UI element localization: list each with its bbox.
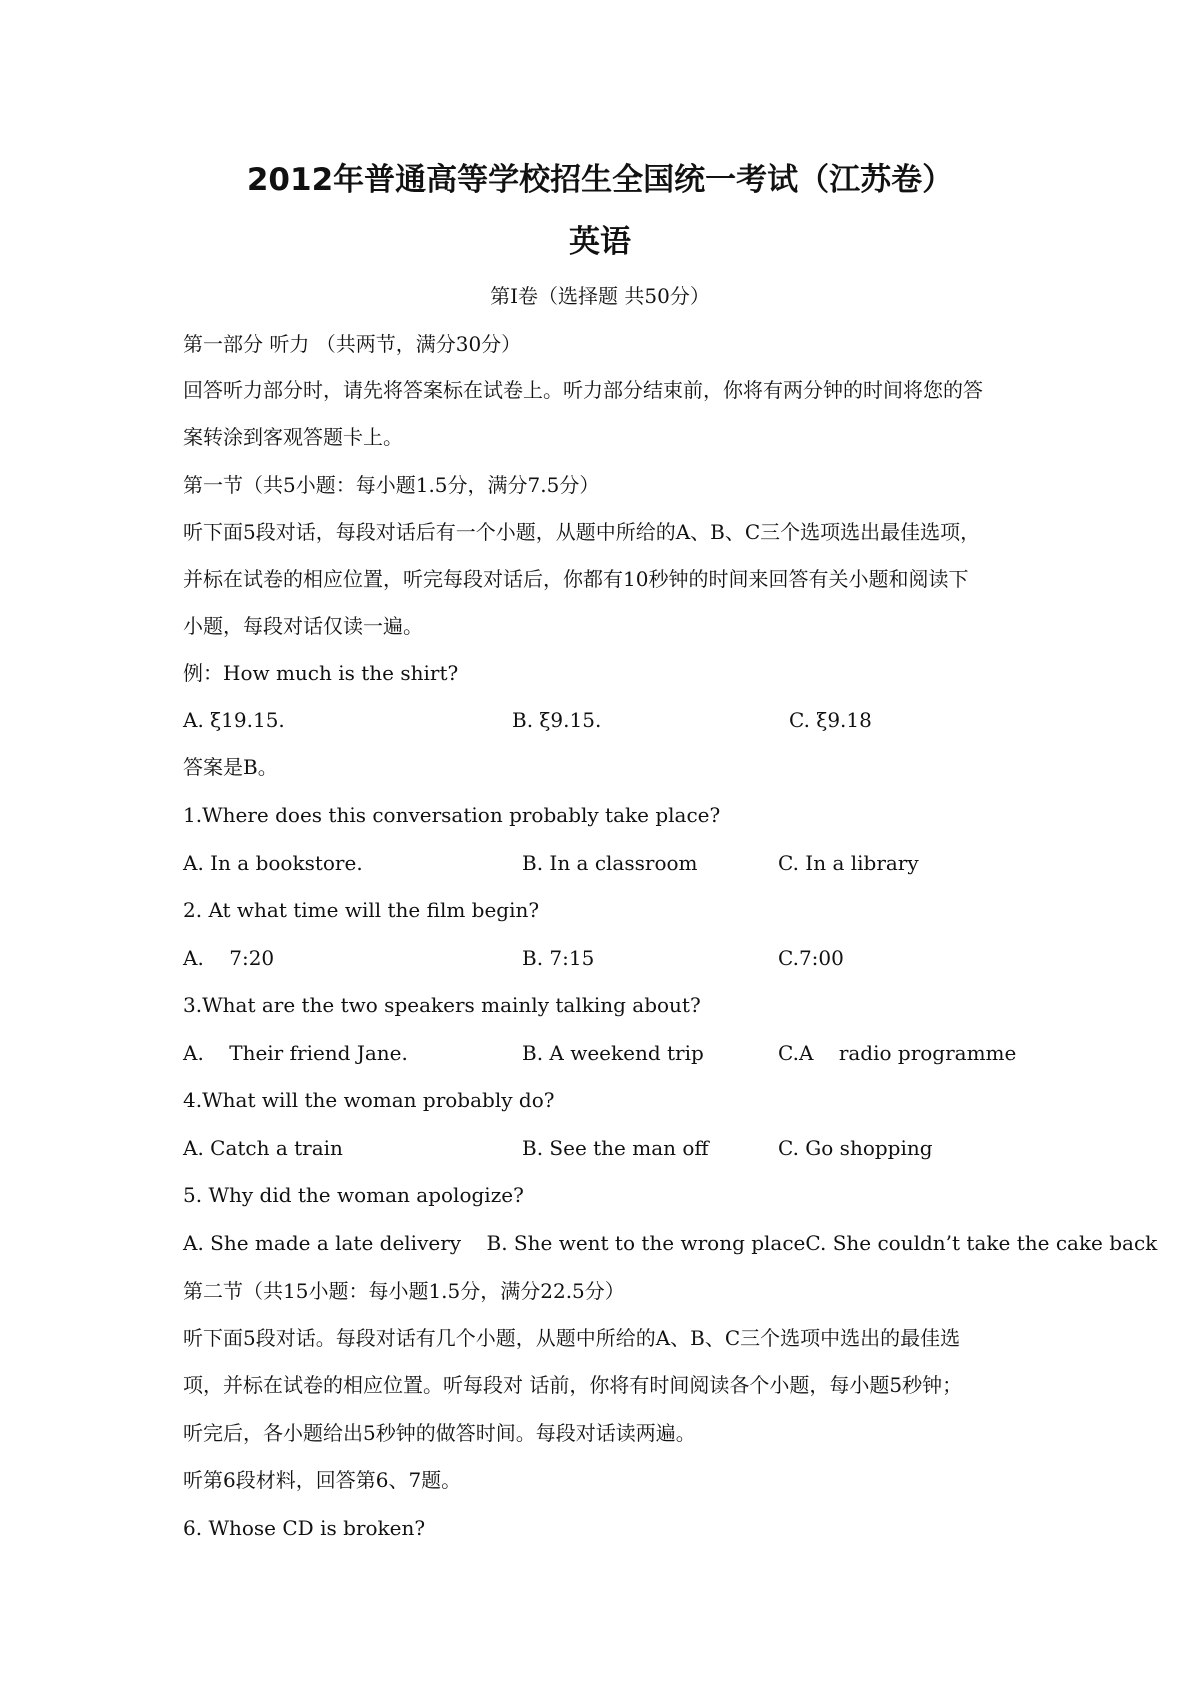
question-3-option-c: C.A radio programme <box>778 1041 1017 1065</box>
question-3: 3.What are the two speakers mainly talking about? <box>183 993 701 1017</box>
section2-instruction-line-2: 项，并标在试卷的相应位置。听每段对 话前，你将有时间阅读各个小题，每小题5秒钟； <box>183 1373 963 1397</box>
question-1-option-b: B. In a classroom <box>522 851 698 875</box>
question-4: 4.What will the woman probably do? <box>183 1088 555 1112</box>
section1-instruction-line-1: 听下面5段对话，每段对话后有一个小题，从题中所给的A、B、C三个选项选出最佳选项， <box>183 520 981 544</box>
question-1-option-c: C. In a library <box>778 851 919 875</box>
question-4-option-c: C. Go shopping <box>778 1136 933 1160</box>
section2-instruction-line-3: 听完后，各小题给出5秒钟的做答时间。每段对话读两遍。 <box>183 1421 696 1445</box>
question-2-option-b: B. 7:15 <box>522 946 595 970</box>
question-3-option-a: A. Their friend Jane. <box>183 1041 408 1065</box>
volume-title: 第Ⅰ卷（选择题 共50分） <box>490 284 710 308</box>
material-6-instruction: 听第6段材料，回答第6、7题。 <box>183 1468 462 1492</box>
question-1-option-a: A. In a bookstore. <box>183 851 363 875</box>
question-3-option-b: B. A weekend trip <box>522 1041 704 1065</box>
example-answer: 答案是B。 <box>183 755 278 779</box>
question-1: 1.Where does this conversation probably take place? <box>183 803 721 827</box>
question-5: 5. Why did the woman apologize? <box>183 1183 524 1207</box>
example-option-c: C. ξ9.18 <box>789 708 872 732</box>
section1-heading: 第一节（共5小题：每小题1.5分，满分7.5分） <box>183 473 600 497</box>
part1-intro-line-1: 回答听力部分时，请先将答案标在试卷上。听力部分结束前，你将有两分钟的时间将您的答 <box>183 378 983 402</box>
section2-instruction-line-1: 听下面5段对话。每段对话有几个小题，从题中所给的A、B、C三个选项中选出的最佳选 <box>183 1326 961 1350</box>
subject-title: 英语 <box>569 224 631 260</box>
question-2-option-c: C.7:00 <box>778 946 844 970</box>
part1-heading: 第一部分 听力 （共两节，满分30分） <box>183 332 522 356</box>
example-option-b: B. ξ9.15. <box>512 708 602 732</box>
question-4-option-a: A. Catch a train <box>183 1136 343 1160</box>
example-option-a: A. ξ19.15. <box>183 708 285 732</box>
question-2-option-a: A. 7:20 <box>183 946 275 970</box>
question-4-option-b: B. See the man off <box>522 1136 709 1160</box>
question-6: 6. Whose CD is broken? <box>183 1516 426 1540</box>
question-5-options: A. She made a late delivery B. She went to the wrong placeC. She couldn’t take the cake back <box>183 1231 1158 1255</box>
part1-intro-line-2: 案转涂到客观答题卡上。 <box>183 425 403 449</box>
section1-instruction-line-2: 并标在试卷的相应位置，听完每段对话后，你都有10秒钟的时间来回答有关小题和阅读下 <box>183 567 969 591</box>
example-question: 例：How much is the shirt? <box>183 661 459 685</box>
section2-heading: 第二节（共15小题：每小题1.5分，满分22.5分） <box>183 1279 625 1303</box>
section1-instruction-line-3: 小题，每段对话仅读一遍。 <box>183 614 423 638</box>
question-2: 2. At what time will the film begin? <box>183 898 540 922</box>
exam-title: 2012年普通高等学校招生全国统一考试（江苏卷） <box>246 162 954 198</box>
